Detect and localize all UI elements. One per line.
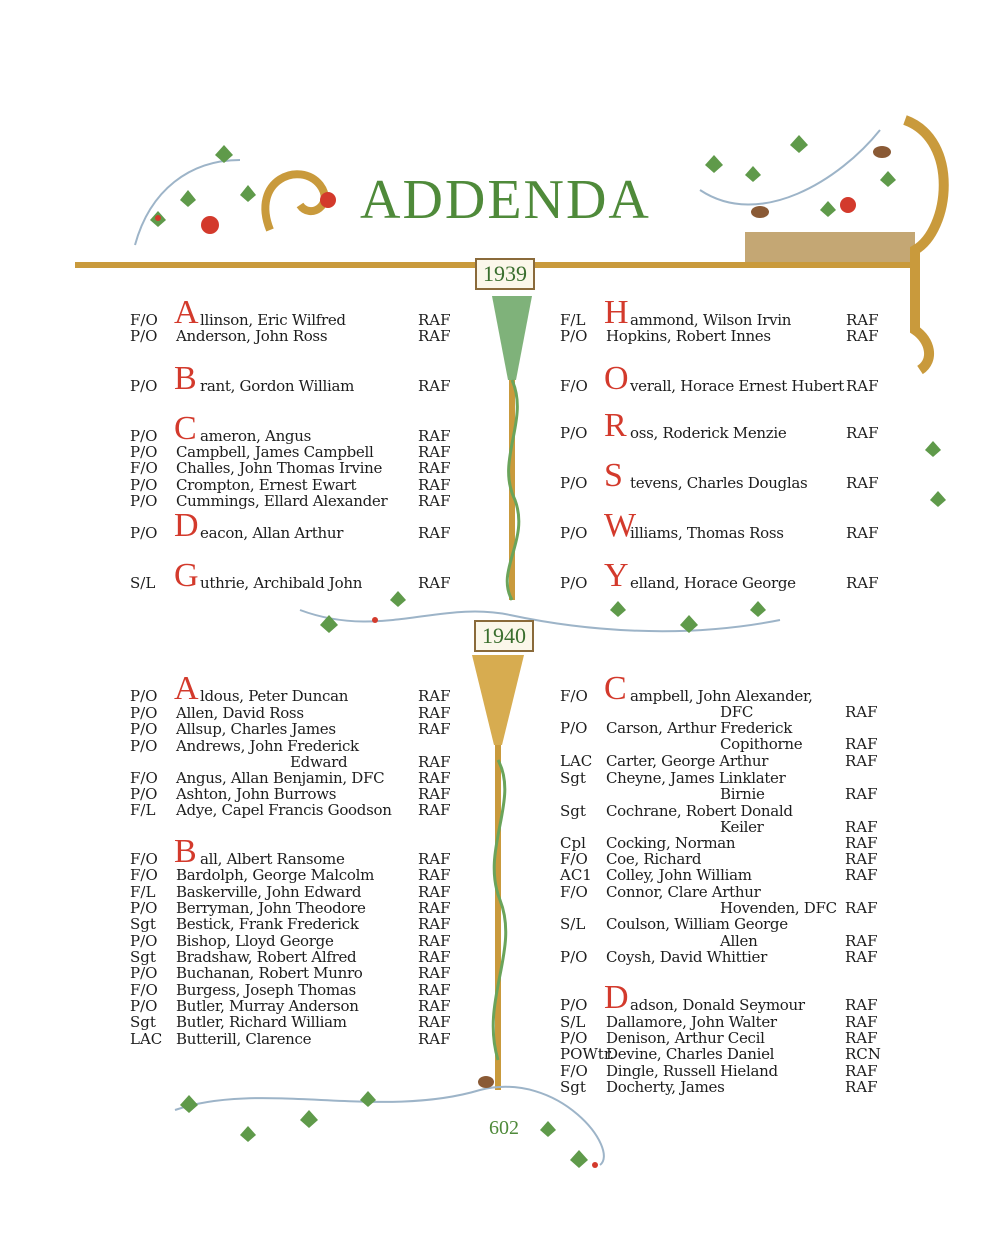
entry-rank: F/O bbox=[560, 883, 588, 901]
roll-entry bbox=[130, 1014, 458, 1030]
entry-rank: P/O bbox=[560, 719, 588, 737]
entry-name: Angus, Allan Benjamin, DFC bbox=[176, 769, 385, 787]
entry-name: Baskerville, John Edward bbox=[176, 883, 362, 901]
roll-entry bbox=[130, 1031, 458, 1047]
entry-initial: O bbox=[604, 360, 629, 397]
entry-service: RAF bbox=[846, 574, 879, 592]
entry-initial: A bbox=[174, 294, 199, 331]
roll-entry bbox=[560, 407, 886, 444]
entry-name: Connor, Clare Arthur bbox=[606, 883, 761, 901]
entry-service: RAF bbox=[418, 720, 451, 738]
entry-rank: P/O bbox=[560, 474, 588, 492]
entry-name: Ashton, John Burrows bbox=[176, 785, 337, 803]
entry-service: RAF bbox=[845, 1078, 878, 1096]
entry-name: Adye, Capel Francis Goodson bbox=[176, 801, 392, 819]
entry-surname: ldous, Peter Duncan bbox=[200, 687, 349, 705]
entry-rank: F/O bbox=[560, 850, 588, 868]
entry-name: Burgess, Joseph Thomas bbox=[176, 981, 356, 999]
entry-name: Keiler bbox=[720, 818, 764, 836]
entry-service: RAF bbox=[845, 899, 878, 917]
entry-name: Butler, Murray Anderson bbox=[176, 997, 359, 1015]
roll-entry bbox=[130, 460, 458, 476]
roll-entry bbox=[130, 786, 458, 802]
entry-surname: tevens, Charles Douglas bbox=[630, 474, 808, 492]
entry-initial: G bbox=[174, 557, 199, 594]
entry-rank: P/O bbox=[130, 785, 158, 803]
roll-entry bbox=[130, 705, 458, 721]
entry-service: RAF bbox=[418, 899, 451, 917]
entry-rank: S/L bbox=[130, 574, 156, 592]
entry-service: RAF bbox=[845, 1062, 878, 1080]
roll-entry bbox=[560, 360, 886, 397]
roll-entry bbox=[560, 1079, 885, 1095]
roll-entry bbox=[560, 457, 886, 494]
entry-name: Denison, Arthur Cecil bbox=[606, 1029, 765, 1047]
entry-service: RAF bbox=[846, 424, 879, 442]
roll-entry bbox=[130, 833, 458, 870]
roll-entry bbox=[560, 670, 885, 707]
lower-trumpet bbox=[472, 655, 524, 745]
entry-name: Edward bbox=[290, 753, 348, 771]
entry-surname: oss, Roderick Menzie bbox=[630, 424, 787, 442]
entry-service: RAF bbox=[418, 981, 451, 999]
entry-rank: F/O bbox=[130, 459, 158, 477]
roll-entry bbox=[130, 998, 458, 1014]
entry-rank: P/O bbox=[560, 424, 588, 442]
entry-rank: F/L bbox=[130, 801, 156, 819]
entry-service: RAF bbox=[846, 327, 879, 345]
entry-service: RAF bbox=[846, 377, 879, 395]
entry-rank: P/O bbox=[560, 1029, 588, 1047]
entry-service: RAF bbox=[845, 866, 878, 884]
entry-service: RAF bbox=[845, 996, 878, 1014]
entry-name: Butler, Richard William bbox=[176, 1013, 347, 1031]
entry-name: Colley, John William bbox=[606, 866, 752, 884]
entry-service: RAF bbox=[845, 932, 878, 950]
roll-entry bbox=[130, 410, 458, 447]
year-label-1940: 1940 bbox=[474, 620, 534, 652]
entry-rank: P/O bbox=[130, 932, 158, 950]
roll-entry bbox=[560, 507, 886, 544]
entry-name: Butterill, Clarence bbox=[176, 1030, 312, 1048]
entry-surname: eacon, Allan Arthur bbox=[200, 524, 344, 542]
entry-name: Bardolph, George Malcolm bbox=[176, 866, 375, 884]
entry-service: RAF bbox=[845, 703, 878, 721]
entry-name: Bradshaw, Robert Alfred bbox=[176, 948, 357, 966]
entry-rank: Cpl bbox=[560, 834, 586, 852]
entry-name: Hovenden, DFC bbox=[720, 899, 837, 917]
roll-entry bbox=[130, 916, 458, 932]
entry-surname: adson, Donald Seymour bbox=[630, 996, 805, 1014]
entry-name: Coe, Richard bbox=[606, 850, 702, 868]
entry-service: RAF bbox=[418, 866, 451, 884]
entry-rank: P/O bbox=[130, 687, 158, 705]
entry-rank: P/O bbox=[130, 524, 158, 542]
bottom-vine bbox=[175, 1087, 604, 1165]
entry-rank: P/O bbox=[560, 574, 588, 592]
entry-service: RAF bbox=[845, 785, 878, 803]
roll-entry bbox=[560, 933, 885, 949]
roll-entry bbox=[560, 1030, 885, 1046]
roll-entry bbox=[560, 736, 885, 752]
entry-rank: F/L bbox=[130, 883, 156, 901]
entry-name: Devine, Charles Daniel bbox=[606, 1045, 775, 1063]
entry-initial: B bbox=[174, 360, 197, 397]
entry-initial: D bbox=[604, 979, 629, 1016]
roll-entry bbox=[560, 1046, 885, 1062]
roll-entry bbox=[130, 965, 458, 981]
entry-rank: Sgt bbox=[130, 915, 156, 933]
entry-surname: elland, Horace George bbox=[630, 574, 796, 592]
entry-rank: P/O bbox=[130, 720, 158, 738]
roll-entry bbox=[560, 557, 886, 594]
entry-surname: ammond, Wilson Irvin bbox=[630, 311, 792, 329]
entry-service: RAF bbox=[418, 964, 451, 982]
entry-initial: H bbox=[604, 294, 629, 331]
entry-rank: Sgt bbox=[560, 1078, 586, 1096]
entry-name: Cochrane, Robert Donald bbox=[606, 802, 793, 820]
entry-service: RAF bbox=[418, 574, 451, 592]
entry-name: Challes, John Thomas Irvine bbox=[176, 459, 383, 477]
entry-service: RAF bbox=[418, 997, 451, 1015]
entry-service: RAF bbox=[418, 377, 451, 395]
entry-service: RAF bbox=[418, 1013, 451, 1031]
entry-service: RAF bbox=[418, 459, 451, 477]
entry-name: Docherty, James bbox=[606, 1078, 725, 1096]
entry-rank: S/L bbox=[560, 1013, 586, 1031]
entry-rank: P/O bbox=[130, 899, 158, 917]
entry-service: RAF bbox=[845, 834, 878, 852]
roll-entry bbox=[560, 835, 885, 851]
checkered-panel bbox=[745, 232, 915, 262]
entry-name: Hopkins, Robert Innes bbox=[606, 327, 771, 345]
entry-rank: P/O bbox=[130, 476, 158, 494]
roll-entry bbox=[560, 1014, 885, 1030]
entry-service: RAF bbox=[418, 850, 451, 868]
entry-name: Copithorne bbox=[720, 735, 803, 753]
entry-rank: Sgt bbox=[560, 769, 586, 787]
roll-entry bbox=[560, 900, 885, 916]
entry-rank: P/O bbox=[130, 964, 158, 982]
entry-service: RAF bbox=[846, 311, 879, 329]
entry-service: RCN bbox=[845, 1045, 881, 1063]
entry-service: RAF bbox=[845, 948, 878, 966]
entry-service: RAF bbox=[418, 948, 451, 966]
entry-name: Dallamore, John Walter bbox=[606, 1013, 777, 1031]
roll-entry bbox=[130, 557, 458, 594]
roll-entry bbox=[130, 770, 458, 786]
roll-entry bbox=[130, 933, 458, 949]
roll-entry bbox=[560, 770, 885, 786]
entry-service: RAF bbox=[418, 932, 451, 950]
roll-entry bbox=[560, 294, 886, 331]
entry-surname: llinson, Eric Wilfred bbox=[200, 311, 346, 329]
entry-initial: S bbox=[604, 457, 623, 494]
roll-entry bbox=[560, 979, 885, 1016]
entry-service: RAF bbox=[418, 327, 451, 345]
entry-rank: F/O bbox=[130, 981, 158, 999]
entry-surname: ameron, Angus bbox=[200, 427, 311, 445]
roll-entry bbox=[130, 884, 458, 900]
entry-service: RAF bbox=[418, 704, 451, 722]
entry-initial: C bbox=[174, 410, 197, 447]
entry-name: Carter, George Arthur bbox=[606, 752, 769, 770]
entry-service: RAF bbox=[418, 687, 451, 705]
roll-entry bbox=[130, 328, 458, 344]
entry-service: RAF bbox=[846, 524, 879, 542]
entry-service: RAF bbox=[418, 785, 451, 803]
entry-rank: P/O bbox=[560, 327, 588, 345]
entry-rank: P/O bbox=[130, 997, 158, 1015]
entry-name: Andrews, John Frederick bbox=[176, 737, 359, 755]
entry-rank: P/O bbox=[130, 377, 158, 395]
entry-name: Birnie bbox=[720, 785, 765, 803]
entry-initial: C bbox=[604, 670, 627, 707]
entry-service: RAF bbox=[845, 735, 878, 753]
upper-trumpet bbox=[492, 296, 532, 380]
entry-name: Allen, David Ross bbox=[176, 704, 304, 722]
entry-rank: P/O bbox=[130, 427, 158, 445]
roll-entry bbox=[560, 786, 885, 802]
roll-entry bbox=[130, 444, 458, 460]
roll-entry bbox=[560, 803, 885, 819]
roll-entry bbox=[560, 1063, 885, 1079]
entry-name: Coulson, William George bbox=[606, 915, 788, 933]
entry-rank: Sgt bbox=[130, 1013, 156, 1031]
entry-rank: S/L bbox=[560, 915, 586, 933]
entry-service: RAF bbox=[846, 474, 879, 492]
entry-service: RAF bbox=[418, 915, 451, 933]
entry-name: Berryman, John Theodore bbox=[176, 899, 366, 917]
entry-name: Bishop, Lloyd George bbox=[176, 932, 334, 950]
entry-surname: illiams, Thomas Ross bbox=[630, 524, 784, 542]
entry-name: DFC bbox=[720, 703, 754, 721]
entry-rank: P/O bbox=[130, 737, 158, 755]
entry-rank: F/L bbox=[560, 311, 586, 329]
entry-initial: Y bbox=[604, 557, 629, 594]
entry-service: RAF bbox=[418, 492, 451, 510]
entry-name: Carson, Arthur Frederick bbox=[606, 719, 792, 737]
roll-entry bbox=[560, 720, 885, 736]
entry-rank: P/O bbox=[130, 492, 158, 510]
entry-rank: F/O bbox=[560, 1062, 588, 1080]
entry-rank: F/O bbox=[130, 850, 158, 868]
entry-service: RAF bbox=[418, 769, 451, 787]
entry-rank: P/O bbox=[130, 327, 158, 345]
top-right-vine bbox=[700, 130, 880, 205]
entry-name: Crompton, Ernest Ewart bbox=[176, 476, 357, 494]
entry-rank: F/O bbox=[130, 866, 158, 884]
entry-name: Dingle, Russell Hieland bbox=[606, 1062, 778, 1080]
entry-service: RAF bbox=[418, 443, 451, 461]
entry-initial: A bbox=[174, 670, 199, 707]
roll-entry bbox=[130, 294, 458, 331]
top-left-scroll bbox=[265, 174, 324, 230]
entry-service: RAF bbox=[845, 1013, 878, 1031]
entry-service: RAF bbox=[418, 1030, 451, 1048]
entry-service: RAF bbox=[418, 801, 451, 819]
entry-service: RAF bbox=[418, 476, 451, 494]
entry-rank: P/O bbox=[560, 996, 588, 1014]
roll-entry bbox=[130, 949, 458, 965]
entry-rank: Sgt bbox=[560, 802, 586, 820]
entry-surname: verall, Horace Ernest Hubert bbox=[630, 377, 845, 395]
entry-service: RAF bbox=[845, 1029, 878, 1047]
entry-surname: rant, Gordon William bbox=[200, 377, 355, 395]
roll-entry bbox=[560, 753, 885, 769]
roll-entry bbox=[130, 507, 458, 544]
entry-rank: F/O bbox=[130, 311, 158, 329]
entry-rank: Sgt bbox=[130, 948, 156, 966]
entry-name: Anderson, John Ross bbox=[176, 327, 328, 345]
roll-entry bbox=[560, 819, 885, 835]
roll-entry bbox=[560, 867, 885, 883]
entry-surname: ampbell, John Alexander, bbox=[630, 687, 813, 705]
entry-rank: P/O bbox=[130, 443, 158, 461]
entry-service: RAF bbox=[418, 524, 451, 542]
entry-name: Buchanan, Robert Munro bbox=[176, 964, 363, 982]
entry-rank: LAC bbox=[560, 752, 593, 770]
entry-surname: all, Albert Ransome bbox=[200, 850, 345, 868]
entry-surname: uthrie, Archibald John bbox=[200, 574, 363, 592]
entry-service: RAF bbox=[845, 818, 878, 836]
entry-rank: F/O bbox=[560, 687, 588, 705]
roll-entry bbox=[130, 867, 458, 883]
entry-rank: P/O bbox=[560, 948, 588, 966]
roll-entry bbox=[130, 670, 458, 707]
roll-entry bbox=[130, 721, 458, 737]
roll-entry bbox=[560, 916, 885, 932]
entry-service: RAF bbox=[418, 753, 451, 771]
entry-initial: B bbox=[174, 833, 197, 870]
entry-rank: P/O bbox=[560, 524, 588, 542]
roll-entry bbox=[560, 949, 885, 965]
entry-initial: D bbox=[174, 507, 199, 544]
entry-name: Cummings, Ellard Alexander bbox=[176, 492, 388, 510]
entry-rank: LAC bbox=[130, 1030, 163, 1048]
entry-rank: F/O bbox=[560, 377, 588, 395]
entry-service: RAF bbox=[418, 427, 451, 445]
page-title: ADDENDA bbox=[360, 169, 651, 231]
entry-rank: POWtr. bbox=[560, 1045, 615, 1063]
roll-entry bbox=[560, 851, 885, 867]
entry-name: Cheyne, James Linklater bbox=[606, 769, 786, 787]
entry-initial: W bbox=[604, 507, 637, 544]
roll-entry bbox=[560, 884, 885, 900]
entry-rank: AC1 bbox=[560, 866, 592, 884]
roll-entry bbox=[130, 802, 458, 818]
entry-name: Bestick, Frank Frederick bbox=[176, 915, 359, 933]
roll-entry bbox=[130, 360, 458, 397]
entry-service: RAF bbox=[418, 311, 451, 329]
entry-rank: F/O bbox=[130, 769, 158, 787]
entry-service: RAF bbox=[845, 752, 878, 770]
year-label-1939: 1939 bbox=[475, 258, 535, 290]
entry-name: Cocking, Norman bbox=[606, 834, 736, 852]
entry-service: RAF bbox=[845, 850, 878, 868]
entry-name: Coysh, David Whittier bbox=[606, 948, 767, 966]
roll-entry bbox=[130, 900, 458, 916]
mid-vine bbox=[300, 610, 780, 631]
entry-name: Campbell, James Campbell bbox=[176, 443, 374, 461]
roll-entry bbox=[130, 738, 458, 754]
page-number: 602 bbox=[489, 1117, 519, 1139]
roll-entry bbox=[560, 328, 886, 344]
entry-initial: R bbox=[604, 407, 627, 444]
roll-entry bbox=[130, 754, 458, 770]
entry-name: Allen bbox=[720, 932, 758, 950]
entry-name: Allsup, Charles James bbox=[176, 720, 336, 738]
roll-entry bbox=[130, 982, 458, 998]
roll-entry bbox=[130, 477, 458, 493]
entry-rank: P/O bbox=[130, 704, 158, 722]
entry-service: RAF bbox=[418, 883, 451, 901]
roll-entry bbox=[560, 704, 885, 720]
